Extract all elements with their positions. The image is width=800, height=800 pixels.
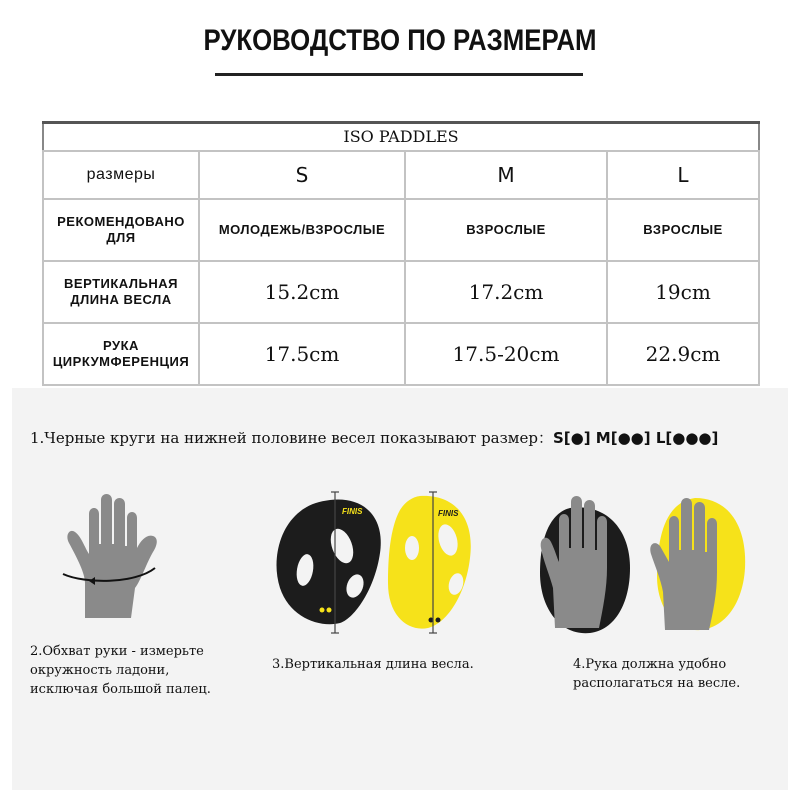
yellow-paddle-icon xyxy=(388,496,471,629)
hand-circumference-label: РУКА ЦИРКУМФЕРЕНЦИЯ xyxy=(43,323,199,385)
table-row xyxy=(43,323,759,385)
hand-circumference-m: 17.5-20cm xyxy=(405,323,607,385)
size-m: M xyxy=(405,151,607,199)
size-dots-note xyxy=(30,427,718,448)
brand-logo: FINIS xyxy=(438,509,459,518)
recommended-m: ВЗРОСЛЫЕ xyxy=(405,199,607,261)
hand-circumference-l: 22.9cm xyxy=(607,323,759,385)
size-s: S xyxy=(199,151,405,199)
step4-line: располагаться на весле. xyxy=(573,676,741,691)
hand-icon xyxy=(67,494,156,618)
table-row xyxy=(43,199,759,261)
hand-measure-illustration xyxy=(55,488,170,628)
step4-line: 4.Рука должна удобно xyxy=(573,657,727,672)
step2-line: 2.Обхват руки - измерьте xyxy=(30,644,204,659)
step3-caption: 3.Вертикальная длина весла. xyxy=(272,657,474,672)
recommended-label: РЕКОМЕНДОВАНО ДЛЯ xyxy=(43,199,199,261)
step4-caption xyxy=(573,655,740,693)
size-l: L xyxy=(607,151,759,199)
title-underline xyxy=(215,73,583,76)
table-row xyxy=(43,261,759,323)
table-row xyxy=(43,151,759,199)
table-header-row xyxy=(43,123,759,152)
paddles-length-illustration xyxy=(270,488,480,638)
size-table xyxy=(42,121,760,386)
hand-circumference-s: 17.5cm xyxy=(199,323,405,385)
size-dots-note-text: 1.Черные круги на нижней половине весел показывают размер： xyxy=(30,429,553,447)
paddle-length-label: ВЕРТИКАЛЬНАЯ ДЛИНА ВЕСЛА xyxy=(43,261,199,323)
page-title: РУКОВОДСТВО ПО РАЗМЕРАМ xyxy=(203,24,597,57)
product-name: ISO PADDLES xyxy=(43,123,759,152)
size-dots-legend: S[●] M[●●] L[●●●] xyxy=(552,429,719,447)
step2-caption xyxy=(30,642,211,699)
step2-line: исключая большой палец. xyxy=(30,682,211,697)
step2-line: окружность ладони, xyxy=(30,663,170,678)
paddle-length-l: 19cm xyxy=(607,261,759,323)
hands-on-paddles-illustration xyxy=(535,488,750,638)
paddle-length-m: 17.2cm xyxy=(405,261,607,323)
size-row-label: размеры xyxy=(43,151,199,199)
brand-logo: FINIS xyxy=(342,507,363,516)
recommended-s: МОЛОДЕЖЬ/ВЗРОСЛЫЕ xyxy=(199,199,405,261)
black-paddle-icon xyxy=(276,500,380,625)
paddle-length-s: 15.2cm xyxy=(199,261,405,323)
recommended-l: ВЗРОСЛЫЕ xyxy=(607,199,759,261)
